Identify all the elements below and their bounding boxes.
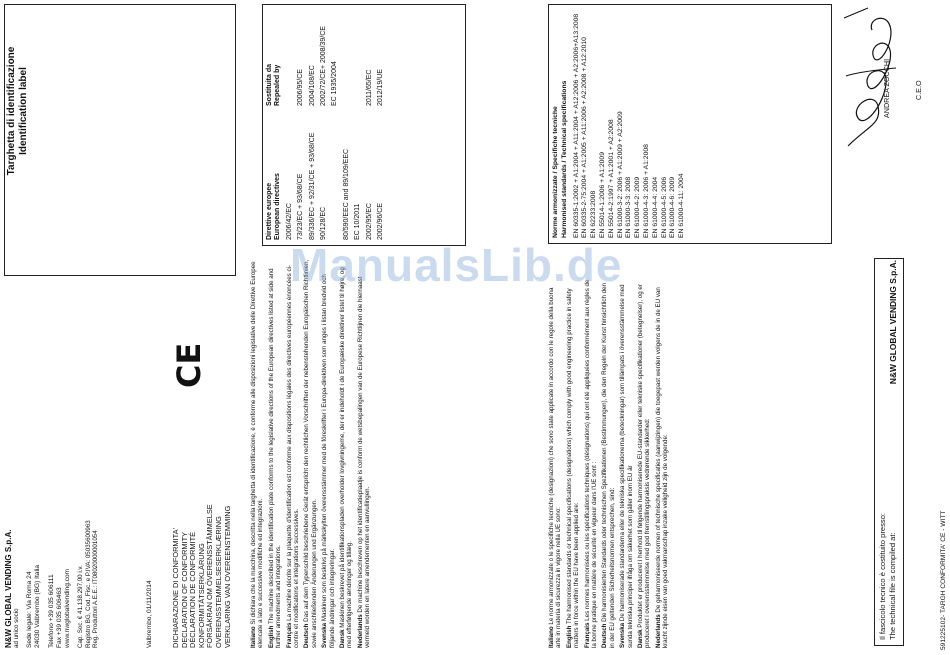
std-statement-nl: Nederlands De geharmoniseerde normen of technische specificaties (aanwijzingen) die toegepast werden volgens de in de EU van kracht zijnde eisen van goed vakmanschap inzake veiligheid zijn de volgende: [654, 287, 670, 648]
list-item: EN 61000-4-3: 2006 + A1:2008 [642, 144, 650, 238]
technical-file-it: Il fascicolo tecnico è costituito presso: [878, 512, 887, 640]
label-title-en: Identification label [18, 67, 29, 155]
table-row: 2002/96/CE 2012/19/UE [377, 69, 385, 240]
directives-table-wrap [266, 10, 388, 240]
registry-line-1: Cap. Soc. € 41.138.297,00 i.v. [77, 565, 85, 648]
list-item: EN 60335-1:2002 + A1:2004 + A11:2004 + A12:2006 + A2:2006+A13:2008 [572, 13, 580, 238]
decl-title-fr: DÉCLARATION DE CONFORMITÉ [188, 531, 198, 648]
technical-file-company: N&W GLOBAL VENDING S.p.A. [888, 260, 898, 385]
plate-statement-sv: Svenska Maskinen som beskrivs på märkskylten överensstämmer med de föreskrifter i Europa-direktiven som anges i listan bredvid och följande ändringar och integreringar. [321, 274, 336, 648]
fax: Fax +39 035 606463 [55, 587, 63, 648]
ce-mark: CE [170, 342, 208, 388]
plate-statement-fr: Français La machine décrite sur la plaquette d'identification est conforme aux dispositions légales des directives européennes énoncées ci-contre et modifications et intégrations successives. [285, 265, 301, 648]
list-item: EN 61000-4-6: 2009 [669, 176, 677, 238]
technical-file-text [878, 260, 898, 640]
standards-statements [548, 278, 673, 648]
decl-title-sv: FÖRSÄKRAN OM ÖVERENSSTÄMMELSE [205, 504, 215, 648]
list-item: EN 62233:2008 [590, 190, 598, 238]
list-item: EN 55014-1:2006 + A1:2009 [598, 152, 606, 238]
registry-line-2: Registro BG, Cod. Fisc. e P.IVA: 05035600963 [84, 520, 92, 648]
company-name: N&W GLOBAL VENDING S.p.A. [4, 529, 13, 648]
standards-list [552, 6, 687, 238]
std-statement-it: Italiano Le norme armonizzate o le specifiche tecniche (designazioni) che sono state applicate in accordo con le regole della buona arte in materia di sicurezza in vigore nella UE sono: [548, 287, 563, 648]
company-subtitle: ad unico socio [13, 608, 20, 648]
decl-title-da: OVERENSSTEMMELSESERKLÆRING [213, 516, 223, 648]
list-item: EN 61000-3-3: 2008 [625, 176, 633, 238]
footer-code: 591225102- TARGH CONFORMITA' CE - WITT [940, 510, 947, 650]
list-item: EN 61000-4-2: 2009 [634, 176, 642, 238]
table-row: EC 1935/2004 [331, 61, 339, 106]
list-item: EN 61000-3-2: 2006 + A1:2009 + A2:2009 [616, 111, 624, 238]
list-item: EN 60335-2-75:2004 + A1:2005 + A11:2006 + A2:2008 + A12:2010 [581, 37, 589, 238]
identification-label-box [4, 4, 236, 276]
std-statement-fr: Français Les normes harmonisées ou les spécifications techniques (désignations) qui ont été appliquées conformément aux règles de la bonne pratique en matière de sécurité en vigueur dans l'UE sont : [583, 279, 599, 648]
plate-statement-de: Deutsch Das auf dem Typenschild beschriebene Gerät entspricht den rechtlichen Vorschriften der nebenstehenden Europäischen Richtlinien, sowie anschließenden Änderungen und Ergänzungen. [303, 259, 318, 648]
label-title-it: Targhetta di identificazione [6, 46, 17, 176]
phone: Telefono +39 035 606111 [48, 574, 55, 648]
place-date: Valbrembo, 01/11/2014 [146, 580, 153, 648]
decl-title-en: DECLARATION OF CONFORMITY [179, 531, 189, 648]
technical-file-en: The technical file is compiled at: [888, 532, 897, 640]
table-row: 2002/95/EC 2011/65/EC [365, 69, 373, 240]
identification-label-title [6, 6, 30, 216]
list-item: EN 61000-4-11: 2004 [678, 173, 686, 238]
standards-header-en: Harmonised standards / Technical specifications [560, 80, 568, 238]
registry-line-3: Reg. Produttori A.E.E.: IT08020000001054 [92, 530, 100, 648]
address-line-1: Sede legale: Via Roma 24 [26, 571, 34, 648]
table-row: 80/590/EEC and 89/109/EEC [342, 148, 350, 240]
table-row: EC 10/2011 [354, 203, 362, 240]
website: www.nwglobalvending.com [63, 568, 71, 648]
directives-header: Direttive europee European directives Sostituita da Repealed by [266, 63, 282, 240]
directives-table [266, 22, 388, 240]
signature [838, 6, 904, 156]
plate-statement-nl: Nederlands De machine beschreven op het identificatieplaatje is conform de wetsbepalingen van de Europese Richtlijnen die hiernaast vermeld worden en latere amendementen en aanvullingen. [356, 276, 372, 648]
plate-statement-en: English The machine described in the identification plate conforms to the legislative directions of the European directives listed at side and further amendments and integrations. [267, 268, 283, 648]
std-statement-da: Dansk Produktet er produceret i henhold til følgende harmoniserede EU-standarder eller tekniske specifikationer (betegnelser), og er produceret i overensstemmelse med god fremstillingspraksis vedrørende sikkerhed: [637, 284, 652, 648]
table-row: 89/336/EC + 92/31/CE + 93/68/CE 2004/108/EC [308, 65, 316, 240]
plate-statements [250, 256, 375, 648]
signatory-role: C.E.O [914, 80, 923, 100]
table-row: 2006/42/EC [285, 203, 293, 240]
list-item: EN 61000-4-5: 2006 [660, 176, 668, 238]
table-row: 90/128/EC 2002/72/CE+ 2008/39/CE [320, 26, 328, 240]
plate-statement-da: Dansk Maskinen beskrevet på identifikationspladen overholder lovgivningerne, der er indeholdt i de Europæiske direktiver listet til højre, og med efterfølgende ændringer og tillæg. [339, 267, 354, 648]
company-block [4, 468, 100, 648]
list-item: EN 55014-2:1997 + A1:2001 + A2:2008 [607, 119, 615, 238]
standards-header-it: Norme armonizzate / Specifiche tecniche [552, 106, 559, 238]
table-row: 73/23/EC + 93/68/CE 2006/95/CE [297, 69, 305, 240]
plate-statement-it: Italiano Si dichiara che la macchina, descritta nella targhetta di identificazione, è conforme alle disposizioni legislative delle Direttive Europee elencate a lato e successive modifiche ed integrazioni. [250, 261, 265, 648]
decl-title-nl: VERKLARING VAN OVEREENSTEMMING [222, 505, 232, 648]
declaration-titles [172, 418, 232, 648]
watermark: ManualsLib.de [290, 239, 623, 291]
list-item: EN 61000-4-4: 2004 [651, 176, 659, 238]
decl-title-it: DICHIARAZIONE DI CONFORMITA' [171, 528, 180, 648]
signatory-name: ANDREA ZOCCHI [882, 58, 891, 118]
std-statement-sv: Svenska De harmoniserade standarderna eller de tekniska specifikationerna (beteckningar) som tillämpats i överensstämmelse med sunda tekniska principer ifråga om säkerhet som gäller inom EU är [619, 284, 634, 648]
address-line-2: 24030 Valbrembo (BG) Italia [34, 564, 42, 648]
std-statement-en: English The harmonised standards or technical specifications (designations) which comply with good engineering practice in safety matters in force within the EU have been applied are: [565, 288, 581, 648]
std-statement-de: Deutsch Die harmonisierten Standards oder technischen Spezifikationen (Bestimmungen), die den Regeln der Kunst hinsichtlich den in der EU geltenden Sicherheitsnormen entsprechen, sind: [601, 283, 616, 648]
decl-title-de: KONFORMITÄTSERKLÄRUNG [196, 543, 206, 648]
